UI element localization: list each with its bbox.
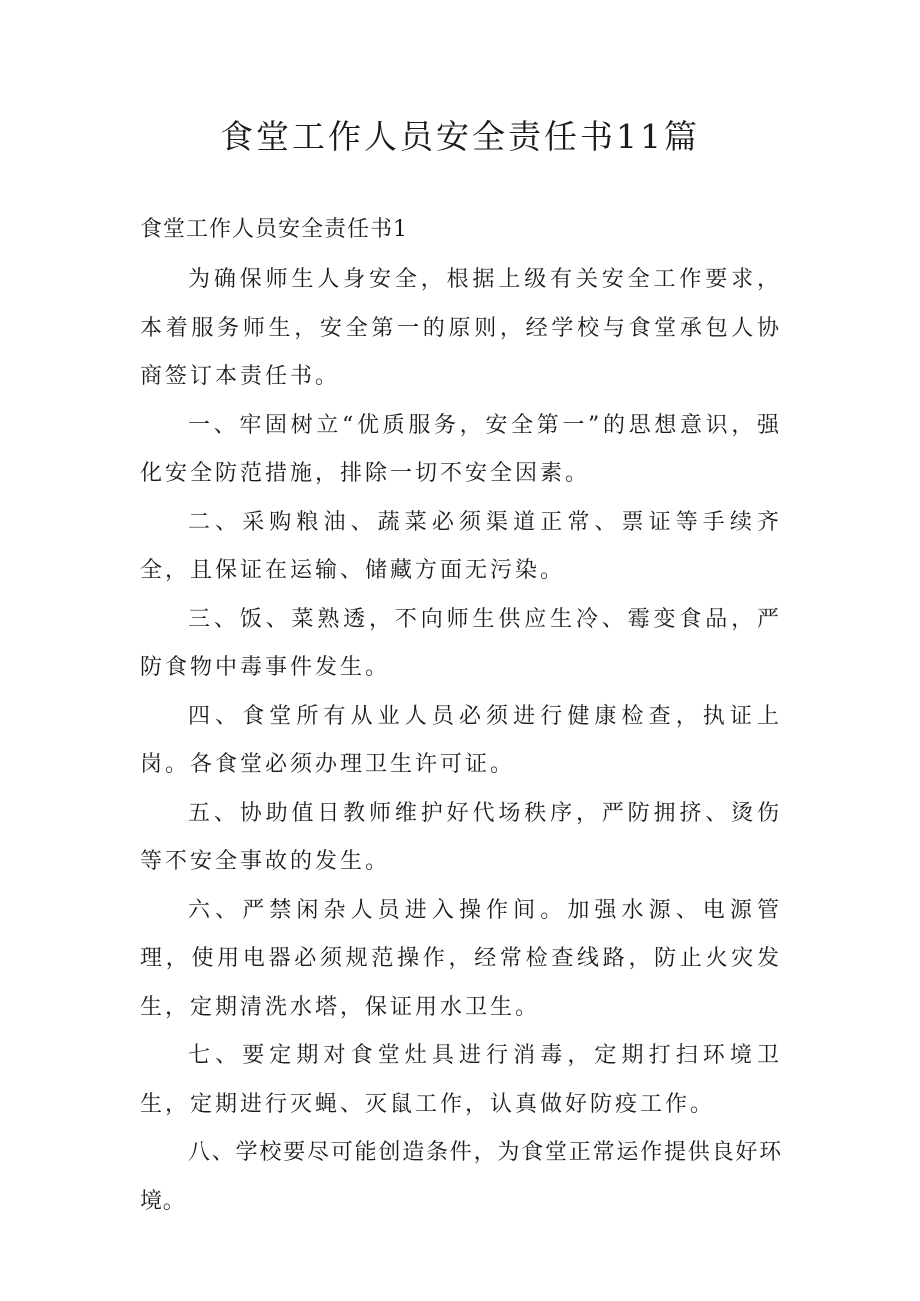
paragraph-item-4: 四、食堂所有从业人员必须进行健康检查，执证上岗。各食堂必须办理卫生许可证。 — [140, 703, 782, 777]
paragraph-item-8: 八、学校要尽可能创造条件，为食堂正常运作提供良好环境。 — [140, 1140, 782, 1214]
paragraph-item-2: 二、采购粮油、蔬菜必须渠道正常、票证等手续齐全，且保证在运输、储藏方面无污染。 — [140, 509, 782, 583]
paragraph-item-7: 七、要定期对食堂灶具进行消毒，定期打扫环境卫生，定期进行灭蝇、灭鼠工作，认真做好防疫工作。 — [140, 1043, 782, 1117]
paragraph-item-3: 三、饭、菜熟透，不向师生供应生冷、霉变食品，严防食物中毒事件发生。 — [140, 606, 782, 680]
paragraph-item-6: 六、严禁闲杂人员进入操作间。加强水源、电源管理，使用电器必须规范操作，经常检查线路，防止火灾发生，定期清洗水塔，保证用水卫生。 — [140, 897, 782, 1020]
paragraph-intro: 为确保师生人身安全，根据上级有关安全工作要求，本着服务师生，安全第一的原则，经学校与食堂承包人协商签订本责任书。 — [140, 267, 782, 389]
document-body — [140, 256, 782, 1226]
document-title: 食堂工作人员安全责任书11篇 — [220, 117, 700, 156]
paragraph-item-1: 一、牢固树立“优质服务，安全第一”的思想意识，强化安全防范措施，排除一切不安全因素。 — [140, 412, 782, 486]
section-heading: 食堂工作人员安全责任书1 — [140, 217, 408, 242]
paragraph-item-5: 五、协助值日教师维护好代场秩序，严防拥挤、烫伤等不安全事故的发生。 — [140, 800, 782, 874]
